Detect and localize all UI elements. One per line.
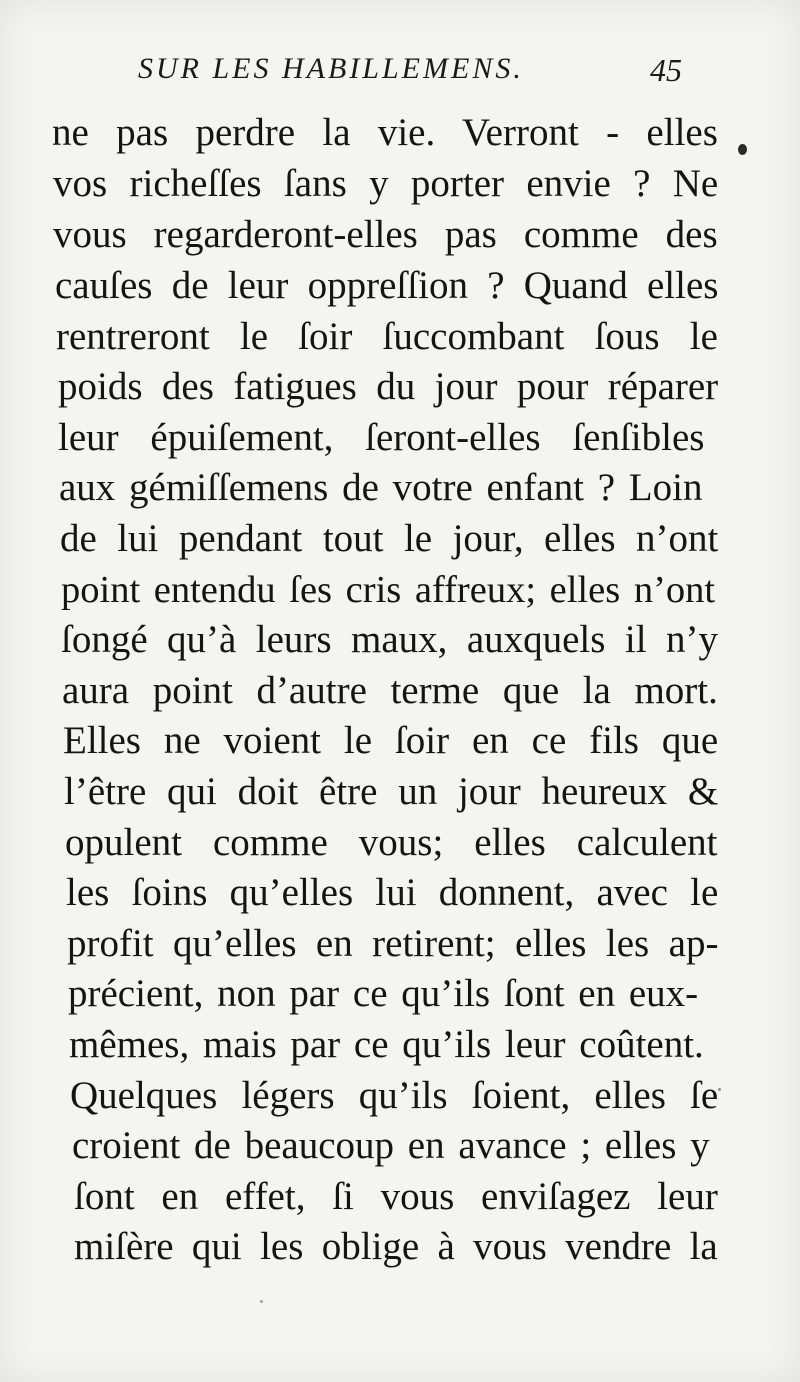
text-line: point entendu ſes cris affreux; elles n’ont [61, 569, 716, 611]
text-line: les ſoins qu’elles lui donnent, avec le [66, 871, 719, 914]
text-line: profit qu’elles en retirent; elles les ap- [67, 922, 719, 965]
text-line: ſont en effet, ſi vous enviſagez leur [74, 1175, 718, 1218]
text-line: poids des fatigues du jour pour réparer [58, 365, 719, 408]
text-line: croient de beaucoup en avance ; elles y [72, 1124, 710, 1167]
text-line: vous regarderont-elles pas comme des [53, 213, 718, 256]
text-line: de lui pendant tout le jour, elles n’ont [60, 517, 719, 560]
running-head-title: SUR LES HABILLEMENS. [138, 52, 524, 85]
text-line: précient, non par ce qu’ils ſont en eux- [68, 972, 699, 1015]
text-line: Quelques légers qu’ils ſoient, elles ſe [70, 1074, 719, 1117]
text-line: ſongé qu’à leurs maux, auxquels il n’y [61, 618, 718, 661]
text-line: vos richeſſes ſans y porter envie ? Ne [53, 162, 719, 205]
text-line: aux gémiſſemens de votre enfant ? Loin [59, 466, 703, 509]
ink-speck [718, 1088, 721, 1091]
text-line: leur épuiſement, ſeront-elles ſenſibles [58, 416, 705, 459]
ink-speck [260, 1300, 263, 1303]
text-line: rentreront le ſoir ſuccombant ſous le [56, 315, 718, 358]
ink-speck [738, 144, 747, 155]
text-line: Elles ne voient le ſoir en ce fils que [63, 719, 719, 762]
text-line: aura point d’autre terme que la mort. [62, 669, 718, 712]
page-number: 45 [650, 52, 682, 88]
text-line: opulent comme vous; elles calculent [65, 821, 718, 864]
text-line: mêmes, mais par ce qu’ils leur coûtent. [69, 1023, 704, 1066]
text-line: l’être qui doit être un jour heureux & [64, 770, 719, 813]
text-line: miſère qui les oblige à vous vendre la [74, 1225, 718, 1268]
text-line: ne pas perdre la vie. Verront - elles [52, 111, 718, 154]
text-line: cauſes de leur oppreſſion ? Quand elles [55, 264, 719, 307]
